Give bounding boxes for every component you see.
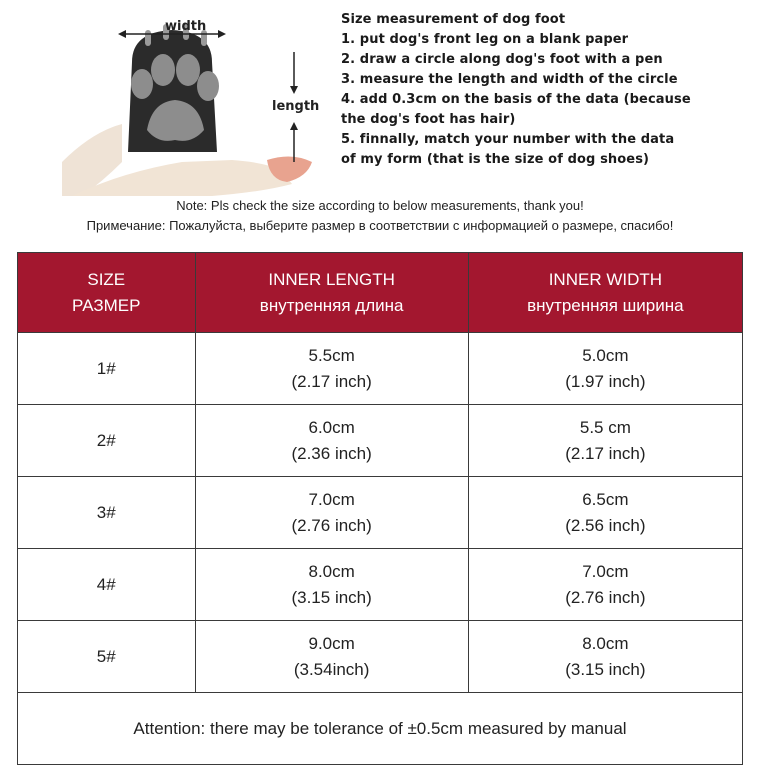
size-cell: 5#	[18, 621, 196, 693]
note-russian: Примечание: Пожалуйста, выберите размер в соответствии с информацией о размере, спасибо!	[86, 218, 674, 233]
length-cm: 7.0cm	[308, 489, 355, 509]
width-cm: 8.0cm	[582, 633, 629, 653]
width-cm: 7.0cm	[582, 561, 629, 581]
table-row	[18, 333, 743, 405]
instruction-title: Size measurement of dog foot	[341, 12, 566, 27]
tolerance-note: Attention: there may be tolerance of ±0.5cm measured by manual	[18, 693, 743, 765]
length-cm: 5.5cm	[308, 345, 355, 365]
length-cm: 6.0cm	[308, 417, 355, 437]
width-cell	[468, 405, 742, 477]
width-cell	[468, 621, 742, 693]
instruction-line: 3. measure the length and width of the circle	[341, 72, 678, 87]
length-cm: 9.0cm	[308, 633, 355, 653]
header-inner-length	[195, 253, 468, 333]
width-inch: (1.97 inch)	[565, 371, 646, 391]
table-row	[18, 621, 743, 693]
width-cm: 5.0cm	[582, 345, 629, 365]
header-inner-width	[468, 253, 742, 333]
instruction-line: the dog's foot has hair)	[341, 112, 516, 127]
width-cm: 6.5cm	[582, 489, 629, 509]
length-cell	[195, 549, 468, 621]
instruction-line: 5. finnally, match your number with the data	[341, 132, 675, 147]
table-row	[18, 477, 743, 549]
instruction-line: 2. draw a circle along dog's foot with a pen	[341, 52, 663, 67]
table-row	[18, 549, 743, 621]
header-width-en: INNER WIDTH	[548, 269, 663, 289]
length-cell	[195, 477, 468, 549]
table-header-row	[18, 253, 743, 333]
width-inch: (2.17 inch)	[565, 443, 646, 463]
arrow-up-icon	[290, 122, 298, 130]
claw-icon	[145, 30, 151, 46]
arrow-right-icon	[218, 30, 226, 38]
toe-pad	[197, 71, 219, 101]
header-size-ru: РАЗМЕР	[72, 295, 141, 315]
instruction-steps	[341, 10, 756, 170]
length-inch: (3.54inch)	[293, 659, 370, 679]
size-cell: 1#	[18, 333, 196, 405]
instruction-line: 1. put dog's front leg on a blank paper	[341, 32, 629, 47]
header-size-en: SIZE	[87, 269, 126, 289]
width-inch: (2.56 inch)	[565, 515, 646, 535]
width-inch: (3.15 inch)	[565, 659, 646, 679]
length-cell	[195, 621, 468, 693]
length-inch: (3.15 inch)	[291, 587, 372, 607]
length-inch: (2.36 inch)	[291, 443, 372, 463]
header-length-ru: внутренняя длина	[259, 295, 404, 315]
width-cm: 5.5 cm	[579, 417, 631, 437]
length-inch: (2.76 inch)	[291, 515, 372, 535]
toe-pad	[131, 69, 153, 99]
note-english: Note: Pls check the size according to below measurements, thank you!	[176, 198, 584, 213]
table-footer-row	[18, 693, 743, 765]
arrow-down-icon	[290, 86, 298, 94]
header-width-ru: внутренняя ширина	[527, 295, 684, 315]
length-cm: 8.0cm	[308, 561, 355, 581]
dog-paw-measurement-illustration	[62, 12, 338, 196]
length-label: length	[272, 99, 320, 114]
width-cell	[468, 477, 742, 549]
width-cell	[468, 333, 742, 405]
header-length-en: INNER LENGTH	[268, 269, 395, 289]
measurement-guide	[0, 0, 760, 196]
size-cell: 2#	[18, 405, 196, 477]
instruction-line: 4. add 0.3cm on the basis of the data (because	[341, 92, 691, 107]
length-cell	[195, 405, 468, 477]
size-cell: 3#	[18, 477, 196, 549]
width-label: width	[165, 19, 207, 34]
width-cell	[468, 549, 742, 621]
size-cell: 4#	[18, 549, 196, 621]
toe-pad	[176, 54, 200, 86]
size-chart-table	[17, 252, 743, 765]
arrow-left-icon	[118, 30, 126, 38]
toe-pad	[151, 54, 175, 86]
table-row	[18, 405, 743, 477]
header-size	[18, 253, 196, 333]
length-inch: (2.17 inch)	[291, 371, 372, 391]
length-cell	[195, 333, 468, 405]
instruction-line: of my form (that is the size of dog shoes)	[341, 152, 650, 167]
width-inch: (2.76 inch)	[565, 587, 646, 607]
